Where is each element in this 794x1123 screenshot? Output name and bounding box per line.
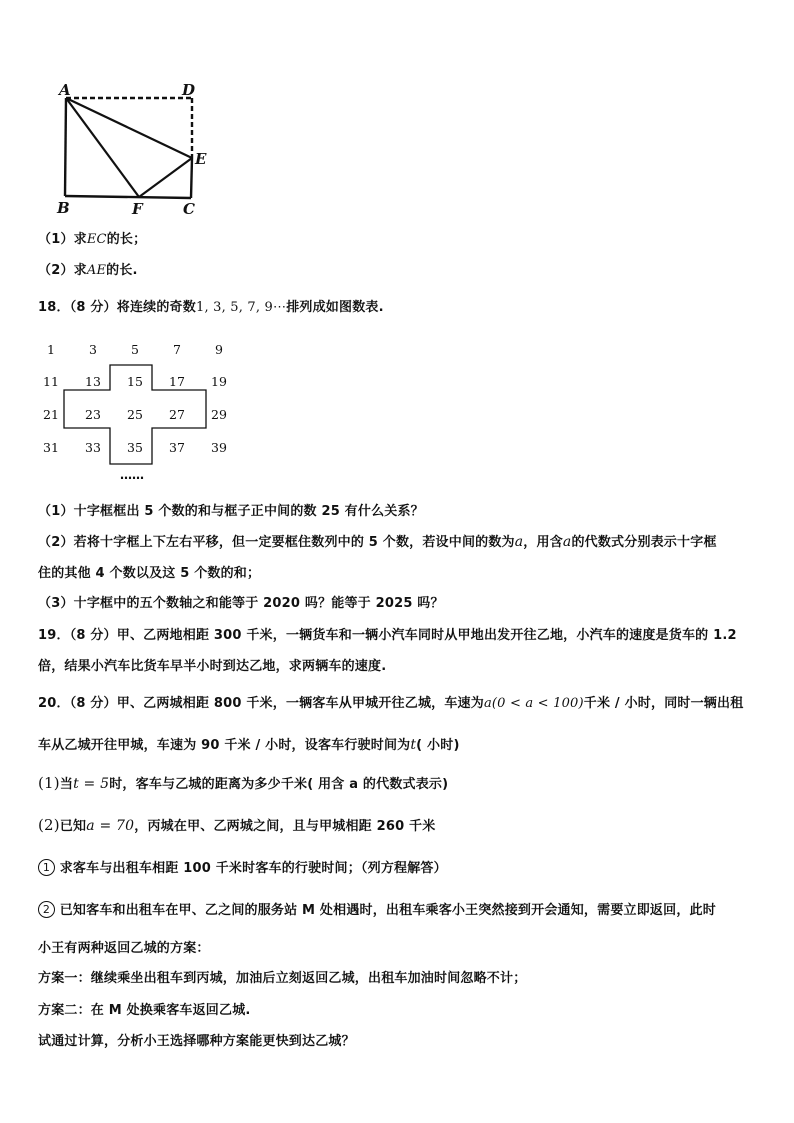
q20-plan1: 方案一：继续乘坐出租车到丙城，加油后立刻返回乙城，出租车加油时间忽略不计； [38, 971, 527, 986]
q20-line1-pre: 20．（8 分）甲、乙两城相距 800 千米，一辆客车从甲城开往乙城，车速为 [38, 696, 484, 711]
table-cell: 25 [127, 407, 143, 422]
q20-part2-num: (2) [38, 816, 60, 834]
q17-part1-post: 的长； [106, 232, 147, 247]
table-cell: 31 [43, 440, 59, 455]
label-a: A [59, 81, 71, 99]
q20-sub2 [38, 899, 716, 918]
table-cell: 1 [47, 342, 55, 357]
q18-part1: （1）十字框框出 5 个数的和与框子正中间的数 25 有什么关系？ [38, 504, 424, 519]
q19-line2: 倍，结果小汽车比货车早半小时到达乙地，求两辆车的速度. [38, 659, 387, 674]
q20-line2 [38, 734, 460, 753]
q20-part2-expr: a = 70 [86, 818, 135, 834]
side-bc [65, 196, 191, 198]
q20-line1-post: 千米 / 小时，同时一辆出租 [583, 696, 744, 711]
q17-part2-var: AE [86, 263, 107, 278]
q17-part1 [38, 228, 146, 247]
q20-sub1-text: 求客车与出租车相距 100 千米时客车的行驶时间；（列方程解答） [59, 861, 447, 876]
q20-part2-pre: 已知 [59, 819, 87, 834]
q20-sub2-text: 已知客车和出租车在甲、乙之间的服务站 M 处相遇时，出租车乘客小王突然接到开会通知，需要立即返回，此时 [59, 903, 716, 918]
table-cell: 23 [85, 407, 101, 422]
q20-part2 [38, 815, 435, 834]
q20-line2-pre: 车从乙城开往甲城，车速为 90 千米 / 小时，设客车行驶时间为 [38, 738, 411, 753]
q20-line2-post: ( 小时) [416, 738, 460, 753]
label-c: C [183, 200, 195, 218]
segment-fe [139, 158, 192, 197]
q20-part1-post: 时，客车与乙城的距离为多少千米( 用含 a 的代数式表示) [109, 777, 449, 792]
table-cell: 21 [43, 407, 59, 422]
segment-af [66, 98, 139, 197]
q18-stem [38, 296, 384, 315]
q20-line1 [38, 692, 743, 711]
q17-part1-var: EC [86, 232, 107, 247]
table-cell: 39 [211, 440, 227, 455]
table-cell: 19 [211, 374, 227, 389]
q17-part2 [38, 259, 138, 278]
table-ellipsis: …… [120, 468, 144, 482]
q19-line1: 19．（8 分）甲、乙两地相距 300 千米，一辆货车和一辆小汽车同时从甲地出发开往乙地，小汽车的速度是货车的 1.2 [38, 628, 737, 643]
q17-part2-post: 的长. [106, 263, 138, 278]
q18-stem-post: 排列成如图数表. [286, 300, 384, 315]
q18-part3: （3）十字框中的五个数轴之和能等于 2020 吗？能等于 2025 吗？ [38, 596, 444, 611]
table-cell: 33 [85, 440, 101, 455]
q18-part2-mid: ，用含 [523, 535, 563, 550]
table-cell: 37 [169, 440, 185, 455]
q18-part2-post: 的代数式分别表示十字框 [571, 535, 717, 550]
q20-sub1-num: 1 [38, 859, 55, 876]
table-cell: 29 [211, 407, 227, 422]
odd-number-table [34, 334, 244, 484]
table-cell: 5 [131, 342, 139, 357]
rectangle-figure [50, 80, 220, 220]
table-cell: 15 [127, 374, 143, 389]
table-cell: 9 [215, 342, 223, 357]
label-d: D [182, 81, 196, 99]
q20-line1-expr: a(0 < a < 100) [483, 696, 584, 711]
q20-part1-num: (1) [38, 774, 60, 792]
table-cell: 13 [85, 374, 101, 389]
table-cell: 7 [173, 342, 181, 357]
q20-plan2: 方案二：在 M 处换乘客车返回乙城. [38, 1003, 251, 1018]
q18-part2-line2: 住的其他 4 个数以及这 5 个数的和； [38, 566, 261, 581]
q20-part1-expr: t = 5 [73, 776, 110, 792]
label-f: F [132, 200, 143, 218]
table-cell: 27 [169, 407, 185, 422]
table-cell: 3 [89, 342, 97, 357]
q20-ask: 试通过计算，分析小王选择哪种方案能更快到达乙城？ [38, 1034, 355, 1049]
q18-part2-pre: （2）若将十字框上下左右平移，但一定要框住数列中的 5 个数，若设中间的数为 [38, 535, 515, 550]
side-ec [191, 158, 192, 198]
q18-part2-var: a [514, 534, 524, 550]
label-e: E [195, 150, 207, 168]
q18-part2-var2: a [562, 534, 572, 550]
q20-part1-pre: 当 [59, 777, 74, 792]
table-cell: 35 [127, 440, 143, 455]
q20-sub1 [38, 857, 447, 876]
label-b: B [57, 199, 70, 217]
side-ab [65, 98, 66, 196]
table-cell: 17 [169, 374, 185, 389]
q18-stem-seq: 1, 3, 5, 7, 9⋯ [195, 300, 287, 315]
segment-ae [66, 98, 192, 158]
table-cell: 11 [43, 374, 59, 389]
q20-sub2-cont: 小王有两种返回乙城的方案： [38, 941, 210, 956]
q17-part2-pre: （2）求 [38, 263, 87, 278]
q20-part1 [38, 773, 448, 792]
q17-part1-pre: （1）求 [38, 232, 87, 247]
q18-part2-line1 [38, 531, 717, 550]
q20-part2-post: ，丙城在甲、乙两城之间，且与甲城相距 260 千米 [134, 819, 436, 834]
q18-stem-pre: 18．（8 分）将连续的奇数 [38, 300, 196, 315]
q20-sub2-num: 2 [38, 901, 55, 918]
q20-line2-var: t [410, 737, 417, 753]
